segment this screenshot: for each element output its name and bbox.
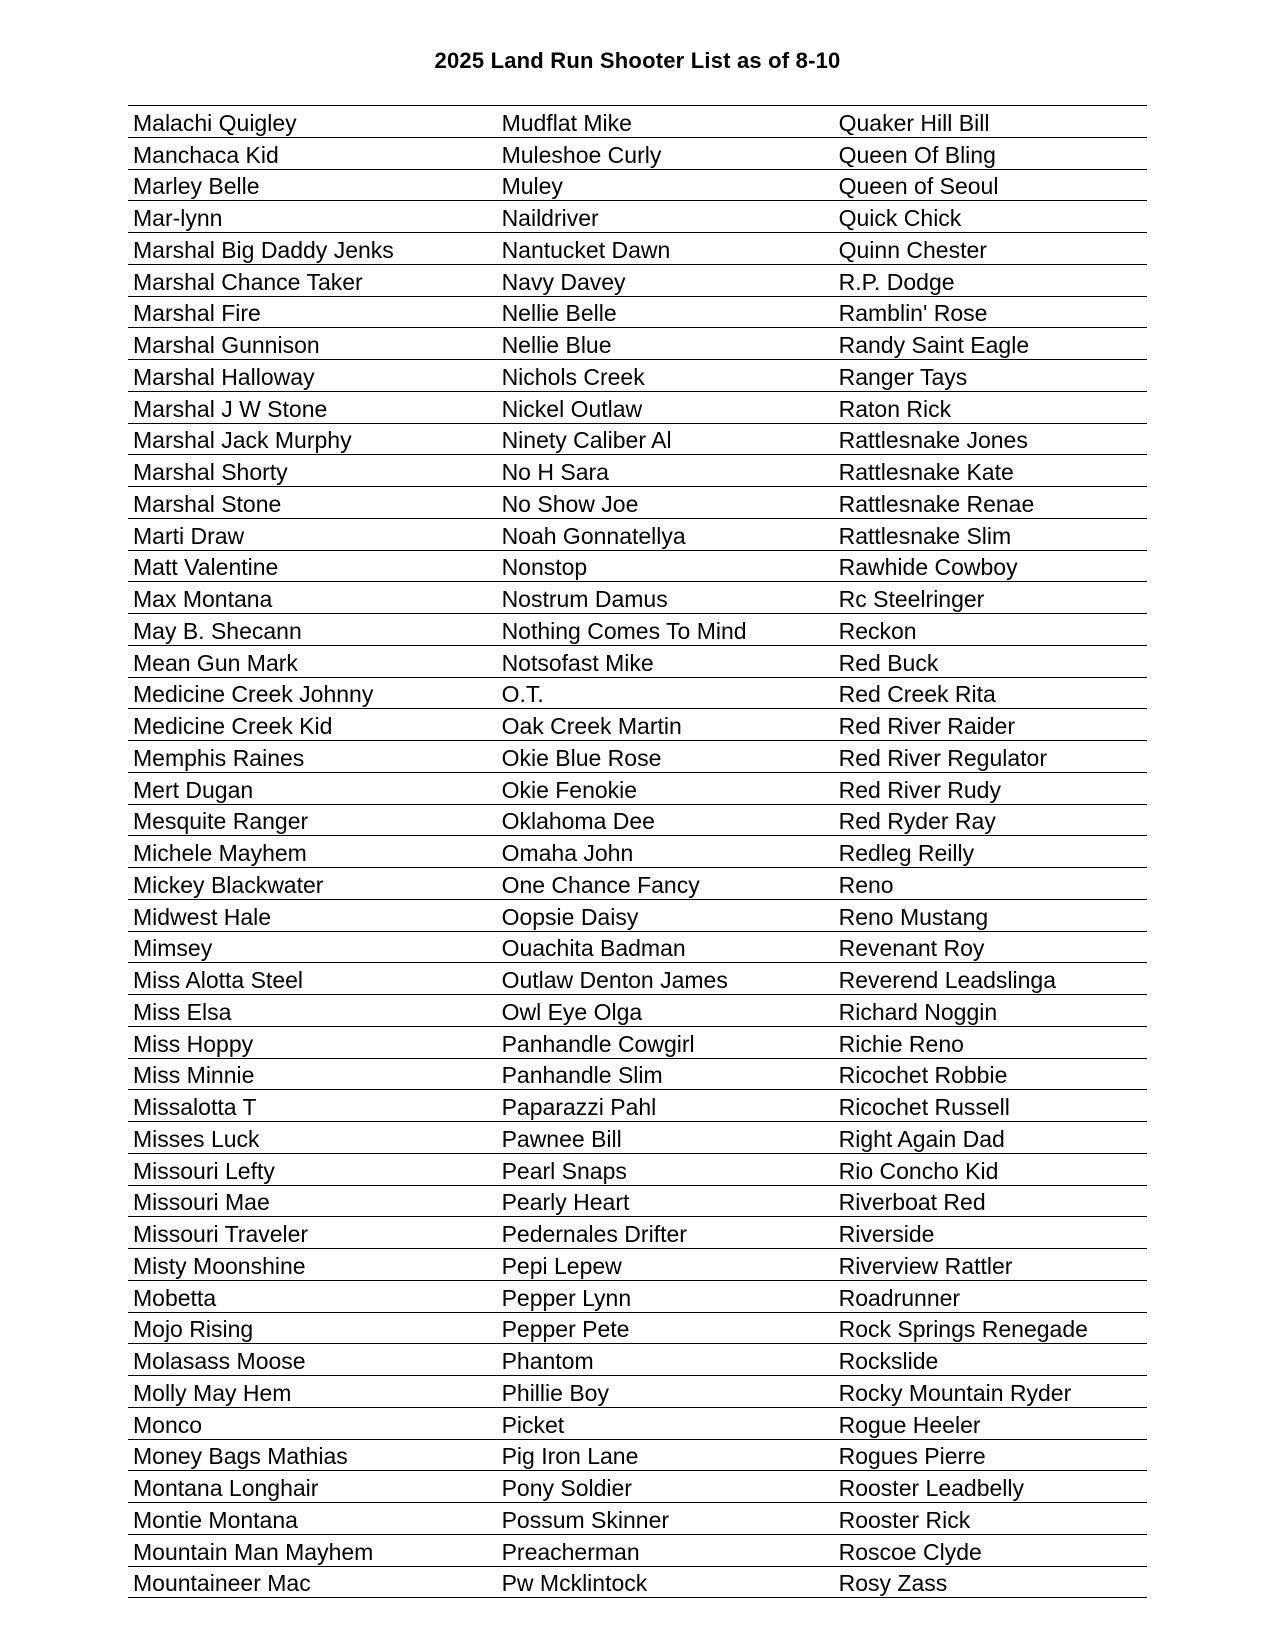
shooter-name-cell: Miss Minnie bbox=[133, 1064, 255, 1089]
shooter-name-cell: Ramblin' Rose bbox=[838, 302, 988, 327]
table-row bbox=[128, 773, 1147, 805]
shooter-name-cell: Molasass Moose bbox=[133, 1350, 306, 1374]
shooter-name-cell: O.T. bbox=[501, 683, 544, 708]
shooter-name-cell: Muley bbox=[501, 175, 563, 200]
shooter-name-cell: Red River Regulator bbox=[838, 746, 1047, 771]
shooter-name-cell: Max Montana bbox=[133, 588, 273, 612]
shooter-name-cell: Miss Elsa bbox=[133, 1000, 232, 1025]
shooter-name-cell: Redleg Reilly bbox=[838, 842, 975, 866]
table-row bbox=[128, 646, 1147, 678]
table-row bbox=[128, 1249, 1147, 1281]
shooter-name-cell: Memphis Raines bbox=[133, 746, 305, 771]
shooter-name-cell: Phantom bbox=[501, 1350, 594, 1374]
table-row bbox=[128, 1408, 1147, 1440]
shooter-name-cell: Rc Steelringer bbox=[838, 588, 985, 612]
table-row bbox=[128, 170, 1147, 202]
shooter-name-cell: Mobetta bbox=[133, 1286, 217, 1311]
table-row bbox=[128, 1471, 1147, 1503]
shooter-name-cell: Marshal Big Daddy Jenks bbox=[133, 238, 394, 263]
table-row bbox=[128, 1440, 1147, 1472]
shooter-name-cell: Revenant Roy bbox=[838, 937, 985, 962]
shooter-name-cell: Nellie Belle bbox=[501, 302, 617, 327]
table-row bbox=[128, 1344, 1147, 1376]
shooter-name-cell: Montana Longhair bbox=[133, 1477, 319, 1501]
shooter-name-cell: Molly May Hem bbox=[133, 1381, 292, 1406]
shooter-name-cell: Rooster Leadbelly bbox=[838, 1477, 1025, 1501]
shooter-name-cell: Randy Saint Eagle bbox=[838, 334, 1030, 358]
shooter-name-cell: Mudflat Mike bbox=[501, 111, 632, 136]
shooter-name-cell: Mert Dugan bbox=[133, 778, 254, 803]
table-row bbox=[128, 487, 1147, 519]
page-title: 2025 Land Run Shooter List as of 8-10 bbox=[434, 48, 841, 73]
shooter-name-cell: Oak Creek Martin bbox=[501, 715, 682, 739]
shooter-name-cell: Ranger Tays bbox=[838, 365, 968, 390]
shooter-name-cell: Okie Fenokie bbox=[501, 778, 638, 803]
shooter-name-cell: Missouri Traveler bbox=[133, 1223, 309, 1247]
shooter-name-cell: Preacherman bbox=[501, 1540, 640, 1565]
shooter-name-cell: Roscoe Clyde bbox=[838, 1540, 982, 1565]
table-row bbox=[128, 297, 1147, 329]
shooter-list-table bbox=[128, 105, 1147, 1598]
shooter-name-cell: Marshal Stone bbox=[133, 492, 282, 517]
shooter-name-cell: May B. Shecann bbox=[133, 619, 302, 644]
shooter-name-cell: Money Bags Mathias bbox=[133, 1445, 348, 1470]
shooter-name-cell: R.P. Dodge bbox=[838, 270, 955, 295]
shooter-name-cell: Quaker Hill Bill bbox=[838, 111, 990, 136]
shooter-name-cell: Mean Gun Mark bbox=[133, 651, 298, 676]
shooter-name-cell: Outlaw Denton James bbox=[501, 969, 728, 993]
shooter-name-cell: Okie Blue Rose bbox=[501, 746, 662, 771]
shooter-name-cell: Rattlesnake Jones bbox=[838, 429, 1028, 454]
table-row bbox=[128, 963, 1147, 995]
shooter-name-cell: Rocky Mountain Ryder bbox=[838, 1381, 1072, 1406]
shooter-name-cell: Rawhide Cowboy bbox=[838, 556, 1018, 581]
shooter-name-cell: Pearl Snaps bbox=[501, 1159, 627, 1184]
shooter-name-cell: Misses Luck bbox=[133, 1127, 260, 1152]
table-row bbox=[128, 868, 1147, 900]
shooter-name-cell: Reckon bbox=[838, 619, 917, 644]
shooter-name-cell: Rogues Pierre bbox=[838, 1445, 986, 1470]
shooter-name-cell: Marshal Jack Murphy bbox=[133, 429, 352, 454]
shooter-name-cell: Queen of Seoul bbox=[838, 175, 999, 200]
shooter-name-cell: Marshal Chance Taker bbox=[133, 270, 363, 295]
shooter-name-cell: Phillie Boy bbox=[501, 1381, 609, 1406]
shooter-name-cell: Red Ryder Ray bbox=[838, 810, 996, 835]
table-row bbox=[128, 1027, 1147, 1059]
shooter-name-cell: Marshal Shorty bbox=[133, 461, 288, 485]
table-row bbox=[128, 455, 1147, 487]
table-row bbox=[128, 582, 1147, 614]
table-row bbox=[128, 551, 1147, 583]
shooter-name-cell: Paparazzi Pahl bbox=[501, 1096, 657, 1120]
shooter-name-cell: Rock Springs Renegade bbox=[838, 1318, 1088, 1343]
shooter-name-cell: Matt Valentine bbox=[133, 556, 279, 581]
table-row bbox=[128, 519, 1147, 551]
shooter-name-cell: Oopsie Daisy bbox=[501, 905, 639, 930]
shooter-name-cell: Navy Davey bbox=[501, 270, 626, 295]
table-row bbox=[128, 265, 1147, 297]
shooter-name-cell: Pw Mcklintock bbox=[501, 1572, 648, 1597]
shooter-name-cell: Rattlesnake Kate bbox=[838, 461, 1014, 485]
shooter-name-cell: Medicine Creek Kid bbox=[133, 715, 333, 739]
shooter-name-cell: Riverside bbox=[838, 1223, 935, 1247]
shooter-name-cell: Reno bbox=[838, 873, 894, 898]
shooter-name-cell: No Show Joe bbox=[501, 492, 639, 517]
table-row bbox=[128, 614, 1147, 646]
shooter-name-cell: Missouri Lefty bbox=[133, 1159, 275, 1184]
shooter-name-cell: Misty Moonshine bbox=[133, 1254, 306, 1279]
table-row bbox=[128, 1122, 1147, 1154]
shooter-name-cell: Owl Eye Olga bbox=[501, 1000, 643, 1025]
shooter-name-cell: Pepi Lepew bbox=[501, 1254, 622, 1279]
table-row bbox=[128, 1313, 1147, 1345]
shooter-name-cell: Ninety Caliber Al bbox=[501, 429, 672, 454]
table-row bbox=[128, 1281, 1147, 1313]
shooter-name-cell: Nonstop bbox=[501, 556, 588, 581]
shooter-name-cell: Nothing Comes To Mind bbox=[501, 619, 747, 644]
shooter-name-cell: Riverboat Red bbox=[838, 1191, 986, 1216]
table-row bbox=[128, 836, 1147, 868]
shooter-name-cell: Rio Concho Kid bbox=[838, 1159, 999, 1184]
shooter-name-cell: Mar-lynn bbox=[133, 207, 223, 231]
shooter-name-cell: Medicine Creek Johnny bbox=[133, 683, 374, 708]
shooter-name-cell: Mountaineer Mac bbox=[133, 1572, 311, 1597]
shooter-name-cell: Rogue Heeler bbox=[838, 1413, 981, 1438]
shooter-name-cell: Mesquite Ranger bbox=[133, 810, 309, 835]
shooter-name-cell: Nostrum Damus bbox=[501, 588, 668, 612]
shooter-name-cell: Nellie Blue bbox=[501, 334, 612, 358]
shooter-name-cell: Nickel Outlaw bbox=[501, 397, 643, 422]
shooter-name-cell: Roadrunner bbox=[838, 1286, 961, 1311]
table-row bbox=[128, 1059, 1147, 1091]
table-row bbox=[128, 360, 1147, 392]
shooter-name-cell: Marshal Fire bbox=[133, 302, 261, 327]
shooter-name-cell: Queen Of Bling bbox=[838, 143, 996, 168]
table-row bbox=[128, 106, 1147, 138]
shooter-name-cell: Ouachita Badman bbox=[501, 937, 686, 962]
table-row bbox=[128, 392, 1147, 424]
table-row bbox=[128, 328, 1147, 360]
shooter-name-cell: Naildriver bbox=[501, 207, 599, 231]
shooter-name-cell: Riverview Rattler bbox=[838, 1254, 1013, 1279]
table-row bbox=[128, 805, 1147, 837]
table-row bbox=[128, 995, 1147, 1027]
shooter-name-cell: Reno Mustang bbox=[838, 905, 989, 930]
table-row bbox=[128, 201, 1147, 233]
shooter-name-cell: Richie Reno bbox=[838, 1032, 964, 1057]
shooter-name-cell: Pig Iron Lane bbox=[501, 1445, 639, 1470]
shooter-name-cell: Midwest Hale bbox=[133, 905, 272, 930]
table-row bbox=[128, 1503, 1147, 1535]
shooter-name-cell: Pearly Heart bbox=[501, 1191, 630, 1216]
shooter-name-cell: Reverend Leadslinga bbox=[838, 969, 1056, 993]
shooter-name-cell: Pepper Lynn bbox=[501, 1286, 632, 1311]
shooter-name-cell: Panhandle Slim bbox=[501, 1064, 663, 1089]
shooter-name-cell: Malachi Quigley bbox=[133, 111, 297, 136]
table-row bbox=[128, 138, 1147, 170]
shooter-name-cell: Panhandle Cowgirl bbox=[501, 1032, 695, 1057]
shooter-name-cell: Muleshoe Curly bbox=[501, 143, 662, 168]
shooter-name-cell: Rockslide bbox=[838, 1350, 939, 1374]
shooter-name-cell: Omaha John bbox=[501, 842, 634, 866]
shooter-name-cell: Michele Mayhem bbox=[133, 842, 307, 866]
shooter-name-cell: Richard Noggin bbox=[838, 1000, 998, 1025]
table-row bbox=[128, 678, 1147, 710]
shooter-name-cell: Red Buck bbox=[838, 651, 939, 676]
table-row bbox=[128, 1567, 1147, 1599]
table-row bbox=[128, 1186, 1147, 1218]
shooter-name-cell: Missalotta T bbox=[133, 1096, 257, 1120]
table-row bbox=[128, 900, 1147, 932]
shooter-name-cell: Oklahoma Dee bbox=[501, 810, 655, 835]
table-row bbox=[128, 1154, 1147, 1186]
shooter-name-cell: Notsofast Mike bbox=[501, 651, 654, 676]
shooter-name-cell: Pepper Pete bbox=[501, 1318, 630, 1343]
table-row bbox=[128, 932, 1147, 964]
shooter-name-cell: Nichols Creek bbox=[501, 365, 645, 390]
shooter-name-cell: Quick Chick bbox=[838, 207, 962, 231]
shooter-name-cell: Manchaca Kid bbox=[133, 143, 279, 168]
shooter-name-cell: Red River Rudy bbox=[838, 778, 1001, 803]
table-row bbox=[128, 233, 1147, 265]
shooter-name-cell: Ricochet Robbie bbox=[838, 1064, 1008, 1089]
shooter-name-cell: Mimsey bbox=[133, 937, 213, 962]
shooter-name-cell: One Chance Fancy bbox=[501, 873, 700, 898]
shooter-name-cell: Marshal Gunnison bbox=[133, 334, 320, 358]
shooter-name-cell: Miss Hoppy bbox=[133, 1032, 254, 1057]
table-row bbox=[128, 1217, 1147, 1249]
shooter-name-cell: Montie Montana bbox=[133, 1508, 298, 1533]
shooter-name-cell: Red Creek Rita bbox=[838, 683, 996, 708]
table-row bbox=[128, 1376, 1147, 1408]
shooter-name-cell: Pedernales Drifter bbox=[501, 1223, 687, 1247]
shooter-name-cell: Rosy Zass bbox=[838, 1572, 948, 1597]
shooter-name-cell: Pony Soldier bbox=[501, 1477, 632, 1501]
shooter-name-cell: Possum Skinner bbox=[501, 1508, 670, 1533]
shooter-name-cell: Marshal Halloway bbox=[133, 365, 315, 390]
shooter-name-cell: Marti Draw bbox=[133, 524, 245, 549]
shooter-name-cell: Picket bbox=[501, 1413, 565, 1438]
table-row bbox=[128, 709, 1147, 741]
shooter-name-cell: Rooster Rick bbox=[838, 1508, 971, 1533]
shooter-name-cell: Rattlesnake Slim bbox=[838, 524, 1012, 549]
shooter-name-cell: Mickey Blackwater bbox=[133, 873, 324, 898]
shooter-name-cell: Red River Raider bbox=[838, 715, 1016, 739]
shooter-name-cell: Mountain Man Mayhem bbox=[133, 1540, 374, 1565]
table-row bbox=[128, 424, 1147, 456]
table-row bbox=[128, 1090, 1147, 1122]
shooter-name-cell: Mojo Rising bbox=[133, 1318, 254, 1343]
shooter-name-cell: Quinn Chester bbox=[838, 238, 987, 263]
shooter-name-cell: Marley Belle bbox=[133, 175, 260, 200]
shooter-name-cell: Rattlesnake Renae bbox=[838, 492, 1035, 517]
table-row bbox=[128, 1535, 1147, 1567]
shooter-name-cell: Miss Alotta Steel bbox=[133, 969, 304, 993]
shooter-name-cell: Right Again Dad bbox=[838, 1127, 1005, 1152]
shooter-name-cell: Monco bbox=[133, 1413, 203, 1438]
shooter-name-cell: Marshal J W Stone bbox=[133, 397, 328, 422]
shooter-name-cell: Noah Gonnatellya bbox=[501, 524, 686, 549]
shooter-name-cell: Ricochet Russell bbox=[838, 1096, 1010, 1120]
shooter-name-cell: Missouri Mae bbox=[133, 1191, 270, 1216]
shooter-name-cell: No H Sara bbox=[501, 461, 609, 485]
shooter-name-cell: Raton Rick bbox=[838, 397, 952, 422]
shooter-name-cell: Pawnee Bill bbox=[501, 1127, 622, 1152]
shooter-name-cell: Nantucket Dawn bbox=[501, 238, 671, 263]
table-row bbox=[128, 741, 1147, 773]
